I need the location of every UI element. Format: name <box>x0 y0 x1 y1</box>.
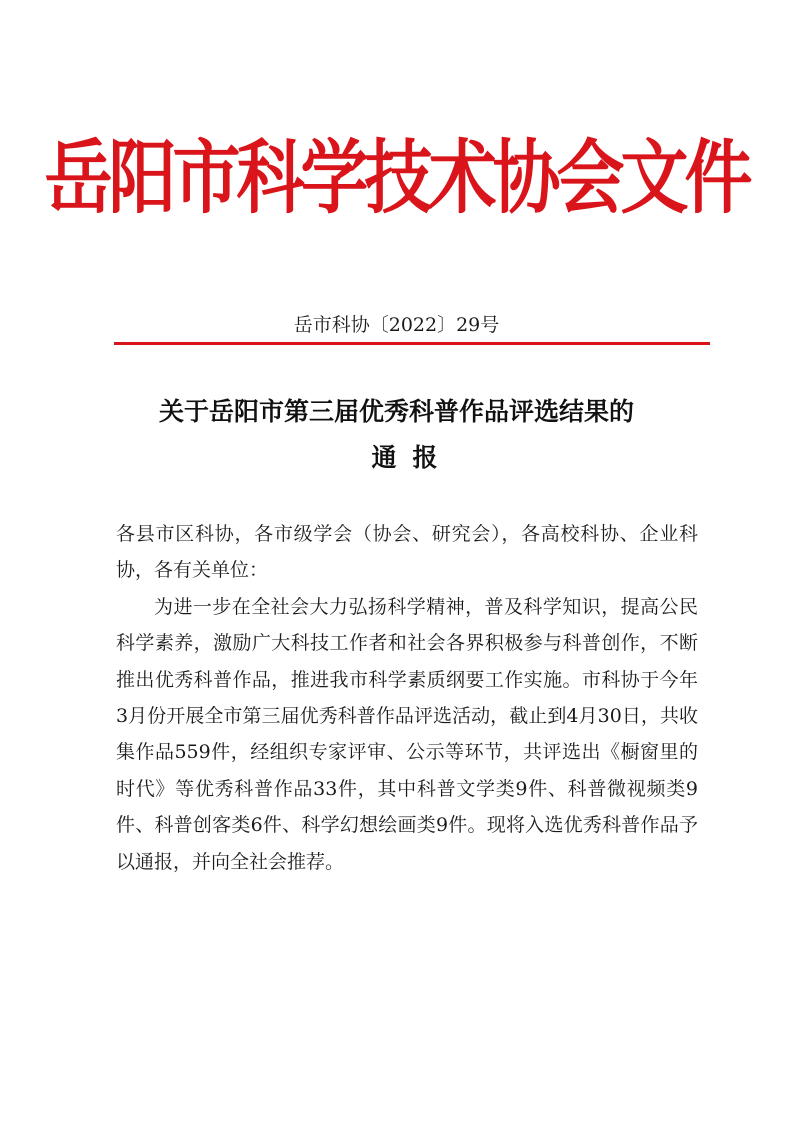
body-paragraph: 为进一步在全社会大力弘扬科学精神，普及科学知识，提高公民科学素养，激励广大科技工作者和社会各界积极参与科普创作，不断推出优秀科普作品，推进我市科学素质纲要工作实施。市科协于今年3月份开展全市第三届优秀科普作品评选活动，截止到4月30日，共收集作品559件，经组织专家评审、公示等环节，共评选出《橱窗里的时代》等优秀科普作品33件，其中科普文学类9件、科普微视频类9件、科普创客类6件、科学幻想绘画类9件。现将入选优秀科普作品予以通报，并向全社会推荐。 <box>116 595 698 873</box>
document-title-line1: 关于岳阳市第三届优秀科普作品评选结果的 <box>158 397 634 426</box>
letterhead-title: 岳阳市科学技术协会文件 <box>44 130 749 226</box>
letterhead-divider <box>114 342 710 345</box>
document-number: 岳市科协〔2022〕29号 <box>293 314 500 336</box>
document-title-line2: 通报 <box>371 443 454 472</box>
document-body <box>116 516 698 880</box>
salutation: 各县市区科协，各市级学会（协会、研究会），各高校科协、企业科协，各有关单位： <box>116 523 698 582</box>
